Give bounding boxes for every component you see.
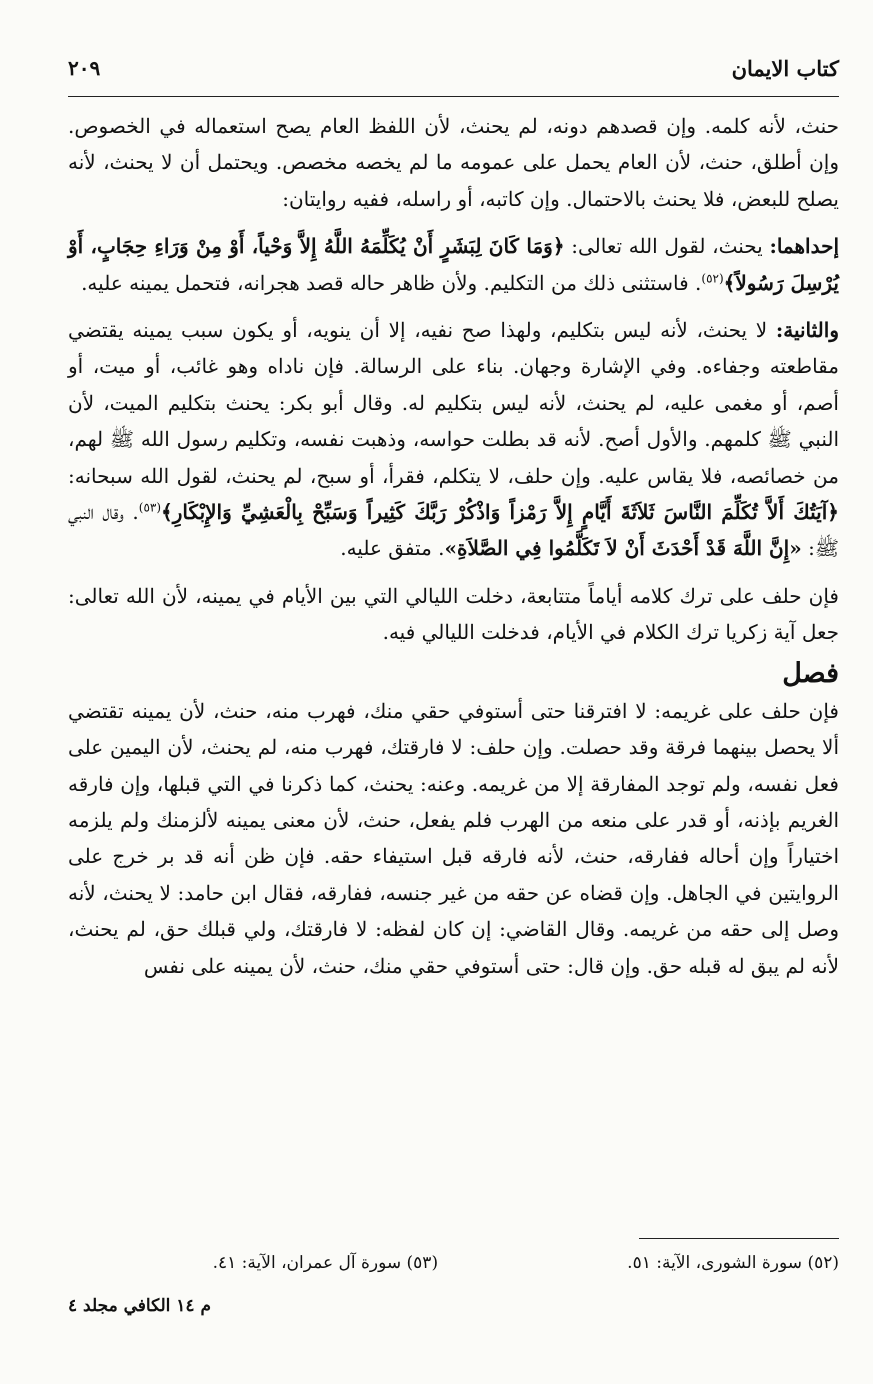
paragraph-3-text-b: . وقال النبي ﷺ: [68,500,839,561]
footnotes [68,1248,839,1278]
quran-verse-53: ﴿آيَتُكَ أَلاَّ تُكَلِّمَ النَّاسَ ثَلاَثَةَ أَيَّامٍ إِلاَّ رَمْزاً وَاذْكُرْ رَبَّكَ كَثِيراً وَسَبِّحْ بِالْعَشِيِّ وَالإِبْكَارِ﴾ [161,500,839,525]
paragraph-2 [68,228,839,301]
paragraph-3-lead: والثانية: [775,318,839,343]
page-number: ٢٠٩ [68,56,101,80]
paragraph-2-lead: إحداهما: [769,234,839,259]
header-divider [68,96,839,97]
paragraph-2-text-b: . فاستثنى ذلك من التكليم. ولأن ظاهر حاله قصد هجرانه، فتحمل يمينه عليه. [81,270,702,295]
signature-title: الكافي مجلد ٤ [68,1296,171,1316]
paragraph-5: فإن حلف على غريمه: لا افترقنا حتى أستوفي حقي منك، فهرب منه، حنث، لأن يمينه تقتضي ألا يحصل بينهما فرقة وقد حصلت. وإن حلف: لا فارقتك، فهرب منه، لم يحنث، لأن اليمين على فعل نفسه، ولم توجد المفارقة إلا من غريمه. وعنه: يحنث، كما ذكرنا في التي قبلها، وإن فارقه الغريم بإذنه، أو قدر على منعه من الهرب فلم يفعل، حنث، لأن معنى يمينه لألزمنك ولم يلزمه اختياراً وإن أحاله ففارقه، حنث، لأنه فارقه قبل استيفاء حقه. فإن ظن أنه قد بر خرج على الروايتين في الجاهل. وإن قضاه عن حقه من غير جنسه، ففارقه، فقال ابن حامد: لا يحنث، لأنه وصل إلى حقه من غريمه. وقال القاضي: إن كان لفظه: لا فارقتك، ولي قبلك حق، لم يحنث، لأنه لم يبق له قبله حق. وإن قال: حتى أستوفي حقي منك، حنث، لأن يمينه على نفس [68,698,839,978]
main-text [68,108,839,984]
paragraph-3 [68,312,839,567]
printer-signature [68,1296,839,1316]
footnote-ref-52: (٥٢) [701,270,724,285]
paragraph-1: حنث، لأنه كلمه. وإن قصدهم دونه، لم يحنث، لأن اللفظ العام يصح استعماله في الخصوص. وإن أطلق، حنث، لأن العام يحمل على عمومه ما لم يخصه مخصص. ويحتمل أن لا يحنث، لأنه يصلح للبعض، فلا يحنث بالاحتمال. وإن كاتبه، أو راسله، ففيه روايتان: [68,114,839,211]
signature-code: م ١٤ [176,1296,212,1316]
hadith-quote: «إِنَّ اللَّهَ قَدْ أَحْدَثَ أَنْ لاَ تَكَلَّمُوا فِي الصَّلاَةِ» [444,536,802,561]
book-title: كتاب الايمان [731,55,839,81]
paragraph-3-text-c: . متفق عليه. [340,536,445,561]
footnote-divider [639,1238,839,1239]
paragraph-4: فإن حلف على ترك كلامه أياماً متتابعة، دخلت الليالي التي بين الأيام في يمينه، لأن الله تعالى: جعل آية زكريا ترك الكلام في الأيام، فدخلت الليالي فيه. [68,583,839,645]
section-heading: فصل [782,657,839,689]
footnote-ref-53: (٥٣) [138,500,162,515]
paragraph-3-text-a: لا يحنث، لأنه ليس بتكليم، ولهذا صح نفيه، إلا أن ينويه، أو يكون سبب يمينه يقتضي مقاطعته وجفاءه. وفي الإشارة وجهان. بناء على الرسالة. فإن ناداه وهو غائب، أو ميت، أو أصم، أو مغمى عليه، لم يحنث، لأنه ليس بتكليم له. وقال أبو بكر: يحنث بتكليم الميت، لأن النبي ﷺ كلمهم. والأول أصح. لأنه قد بطلت حواسه، وذهبت نفسه، وتكليم رسول الله ﷺ لهم، من خصائصه، فلا يقاس عليه. وإن حلف، لا يتكلم، فقرأ، أو سبح، لم يحنث، لقول الله سبحانه: [68,318,840,488]
running-header [68,46,839,90]
footnote-52: (٥٢) سورة الشورى، الآية: ٥١. [627,1253,839,1273]
footnote-53: (٥٣) سورة آل عمران، الآية: ٤١. [212,1253,439,1273]
quran-verse-52: ﴿وَمَا كَانَ لِبَشَرٍ أَنْ يُكَلِّمَهُ اللَّهُ إِلاَّ وَحْياً، أَوْ مِنْ وَرَاءِ حِجَابٍ، أَوْ يُرْسِلَ رَسُولاً﴾ [68,234,839,295]
paragraph-2-text-a: يحنث، لقول الله تعالى: [564,234,770,259]
